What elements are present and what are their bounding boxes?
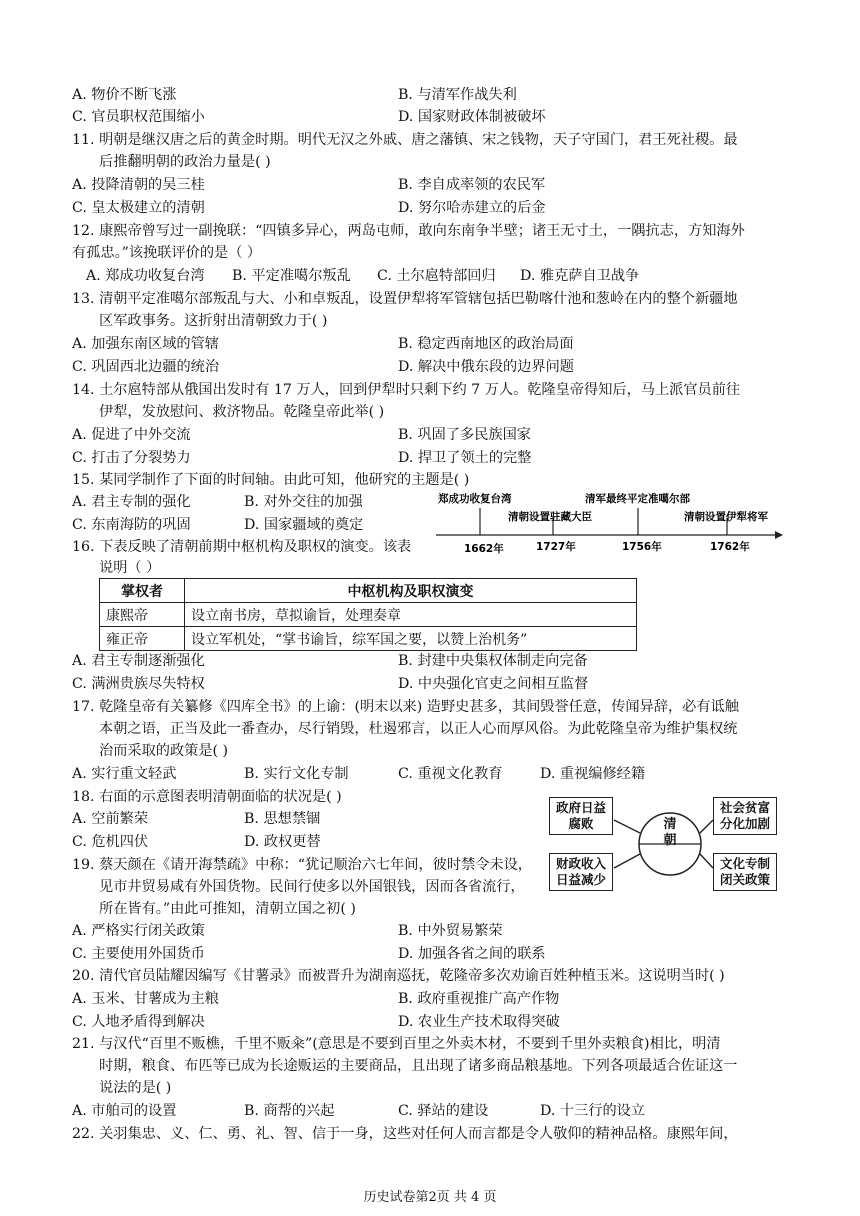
- q13-stem-line2: 区军政事务。这折射出清朝致力于( ): [99, 313, 328, 329]
- q21-option-d: D. 十三行的设立: [540, 1103, 646, 1119]
- q19-option-b: B. 中外贸易繁荣: [398, 923, 503, 939]
- q21-stem-line2: 时期，粮食、布匹等已成为长途贩运的主要商品，且出现了诸多商品粮基地。下列各项最适合佐证这一: [99, 1058, 738, 1074]
- q10-option-b: B. 与清军作战失利: [398, 87, 517, 103]
- table-cell: 设立南书房，草拟谕旨，处理奏章: [185, 603, 637, 627]
- q15-stem: 15. 某同学制作了下面的时间轴。由此可知，他研究的主题是( ): [72, 472, 470, 488]
- table-header-row: [100, 579, 637, 603]
- q13-stem-line1: 13. 清朝平定准噶尔部叛乱与大、小和卓叛乱，设置伊犁将军管辖包括巴勒喀什池和葱岭在内的整个新疆地: [72, 291, 738, 307]
- q16-option-d: D. 中央强化官吏之间相互监督: [398, 676, 589, 692]
- node-wealth-gap: 社会贫富分化加剧: [713, 797, 777, 835]
- page-footer: 历史试卷第2页 共 4 页: [363, 1190, 497, 1205]
- table-header: 中枢机构及职权演变: [185, 579, 637, 603]
- timeline-arrow: [775, 531, 783, 539]
- q11-option-a: A. 投降清朝的吴三桂: [72, 177, 205, 193]
- q17-stem-line2: 本朝之语，正当及此一番查办，尽行销毁，杜遏邪言，以正人心而厚风俗。为此乾隆皇帝为维护集权统: [99, 721, 738, 737]
- q21-option-c: C. 驿站的建设: [398, 1103, 489, 1119]
- q11-option-c: C. 皇太极建立的清朝: [72, 200, 205, 216]
- q21-option-a: A. 市舶司的设置: [72, 1103, 177, 1119]
- q22-stem-line1: 22. 关羽集忠、义、仁、勇、礼、智、信于一身，这些对任何人而言都是令人敬仰的精神品格。康熙年间，: [72, 1126, 738, 1142]
- q11-option-d: D. 努尔哈赤建立的后金: [398, 200, 546, 216]
- q18-stem: 18. 右面的示意图表明清朝面临的状况是( ): [72, 789, 342, 805]
- q17-option-d: D. 重视编修经籍: [540, 766, 646, 782]
- q19-stem-line2: 见市井贸易咸有外国货物。民间行使多以外国银钱，因而各省流行，: [99, 879, 525, 895]
- q12-option-b: B. 平定准噶尔叛乱: [232, 268, 351, 284]
- q11-stem-line1: 11. 明朝是继汉唐之后的黄金时期。明代无汉之外戚、唐之藩镇、宋之钱物，天子守国门，君王死社稷。最: [72, 132, 738, 148]
- q16-option-b: B. 封建中央集权体制走向完备: [398, 653, 588, 669]
- table-row: [100, 627, 637, 651]
- q14-option-b: B. 巩固了多民族国家: [398, 427, 531, 443]
- q18-option-a: A. 空前繁荣: [72, 811, 149, 827]
- q20-option-d: D. 农业生产技术取得突破: [398, 1014, 560, 1030]
- node-fiscal-decline: 财政收入日益减少: [549, 853, 613, 891]
- timeline-event-top-1: 郑成功收复台湾: [438, 493, 512, 505]
- q11-stem-line2: 后推翻明朝的政治力量是( ): [99, 154, 271, 170]
- q21-option-b: B. 商帮的兴起: [244, 1103, 335, 1119]
- q10-option-c: C. 官员职权范围缩小: [72, 109, 205, 125]
- q20-stem: 20. 清代官员陆耀因编写《甘薯录》而被晋升为湖南巡抚，乾隆帝多次劝谕百姓种植玉米。这说明当时( ): [72, 968, 725, 984]
- q15-option-b: B. 对外交往的加强: [244, 494, 363, 510]
- q16-table: [99, 578, 637, 651]
- q19-option-c: C. 主要使用外国货币: [72, 946, 205, 962]
- q10-option-d: D. 国家财政体制被破坏: [398, 109, 546, 125]
- q20-option-a: A. 玉米、甘薯成为主粮: [72, 991, 219, 1007]
- q13-option-a: A. 加强东南区域的管辖: [72, 336, 219, 352]
- node-cultural-despotism: 文化专制闭关政策: [713, 853, 777, 891]
- timeline-year-2: 1727年: [536, 541, 576, 553]
- timeline-year-4: 1762年: [710, 541, 750, 553]
- q15-option-a: A. 君主专制的强化: [72, 494, 191, 510]
- q11-option-b: B. 李自成率领的农民军: [398, 177, 546, 193]
- q16-stem-line1: 16. 下表反映了清朝前期中枢机构及职权的演变。该表: [72, 539, 412, 555]
- timeline-figure: [430, 488, 790, 558]
- timeline-event-bottom-2: 清朝设置伊犁将军: [684, 511, 768, 523]
- table-cell: 康熙帝: [100, 603, 185, 627]
- table-cell: 雍正帝: [100, 627, 185, 651]
- q19-stem-line3: 所在皆有。”由此可推知，清朝立国之初( ): [99, 901, 356, 917]
- q10-option-a: A. 物价不断飞涨: [72, 87, 177, 103]
- q14-option-d: D. 捍卫了领土的完整: [398, 450, 532, 466]
- q12-option-d: D. 雅克萨自卫战争: [520, 268, 640, 284]
- q17-option-c: C. 重视文化教育: [398, 766, 503, 782]
- q21-stem-line1: 21. 与汉代“百里不贩樵，千里不贩籴”(意思是不要到百里之外卖木材，不要到千里外卖粮食)相比，明清: [72, 1036, 721, 1052]
- q14-option-c: C. 打击了分裂势力: [72, 450, 191, 466]
- q12-option-c: C. 土尔扈特部回归: [377, 268, 496, 284]
- q17-option-b: B. 实行文化专制: [244, 766, 349, 782]
- q21-stem-line3: 说法的是( ): [99, 1080, 172, 1096]
- q19-option-d: D. 加强各省之间的联系: [398, 946, 546, 962]
- timeline-event-top-2: 清军最终平定准噶尔部: [585, 493, 690, 505]
- qing-center-label: 清朝: [663, 817, 677, 848]
- q12-stem-line1: 12. 康熙帝曾写过一副挽联：“四镇多异心，两岛屯师，敢向东南争半壁；诸王无寸土，一隅抗志，方知海外: [72, 223, 745, 239]
- q18-option-c: C. 危机四伏: [72, 834, 149, 850]
- q18-option-d: D. 政权更替: [244, 834, 321, 850]
- q14-stem-line2: 伊犁，发放慰问、救济物品。乾隆皇帝此举( ): [99, 404, 385, 420]
- q17-option-a: A. 实行重文轻武: [72, 766, 177, 782]
- q16-option-a: A. 君主专制逐渐强化: [72, 653, 205, 669]
- q15-option-d: D. 国家疆域的奠定: [244, 517, 364, 533]
- q20-option-c: C. 人地矛盾得到解决: [72, 1014, 205, 1030]
- q16-stem-line2: 说明（ ）: [99, 560, 161, 576]
- table-cell: 设立军机处，“掌书谕旨，综军国之要，以赞上治机务”: [185, 627, 637, 651]
- timeline-year-3: 1756年: [622, 541, 662, 553]
- table-header: 掌权者: [100, 579, 185, 603]
- table-row: [100, 603, 637, 627]
- q13-option-c: C. 巩固西北边疆的统治: [72, 359, 220, 375]
- q16-option-c: C. 满洲贵族尽失特权: [72, 676, 205, 692]
- q14-stem-line1: 14. 土尔扈特部从俄国出发时有 17 万人，回到伊犁时只剩下约 7 万人。乾隆皇帝得知后，马上派官员前往: [72, 382, 741, 398]
- q19-stem-line1: 19. 蔡天颜在《请开海禁疏》中称：“犹记顺治六七年间，彼时禁令未设，: [72, 857, 532, 873]
- q14-option-a: A. 促进了中外交流: [72, 427, 191, 443]
- q17-stem-line3: 治而采取的政策是( ): [99, 743, 229, 759]
- timeline-year-1: 1662年: [464, 543, 504, 555]
- q12-stem-line2: 有孤忠。”该挽联评价的是（ ）: [72, 245, 262, 261]
- q19-option-a: A. 严格实行闭关政策: [72, 923, 205, 939]
- timeline-event-bottom-1: 清朝设置驻藏大臣: [508, 511, 592, 523]
- q15-option-c: C. 东南海防的巩固: [72, 517, 191, 533]
- q20-option-b: B. 政府重视推广高产作物: [398, 991, 560, 1007]
- q12-option-a: A. 郑成功收复台湾: [86, 268, 205, 284]
- node-government-corruption: 政府日益腐败: [549, 797, 613, 835]
- q17-stem-line1: 17. 乾隆皇帝有关纂修《四库全书》的上谕：(明末以来) 造野史甚多，其间毁誉任意，传闻异辞，必有诋触: [72, 699, 739, 715]
- q18-option-b: B. 思想禁锢: [244, 811, 321, 827]
- q13-option-d: D. 解决中俄东段的边界问题: [398, 359, 574, 375]
- q13-option-b: B. 稳定西南地区的政治局面: [398, 336, 574, 352]
